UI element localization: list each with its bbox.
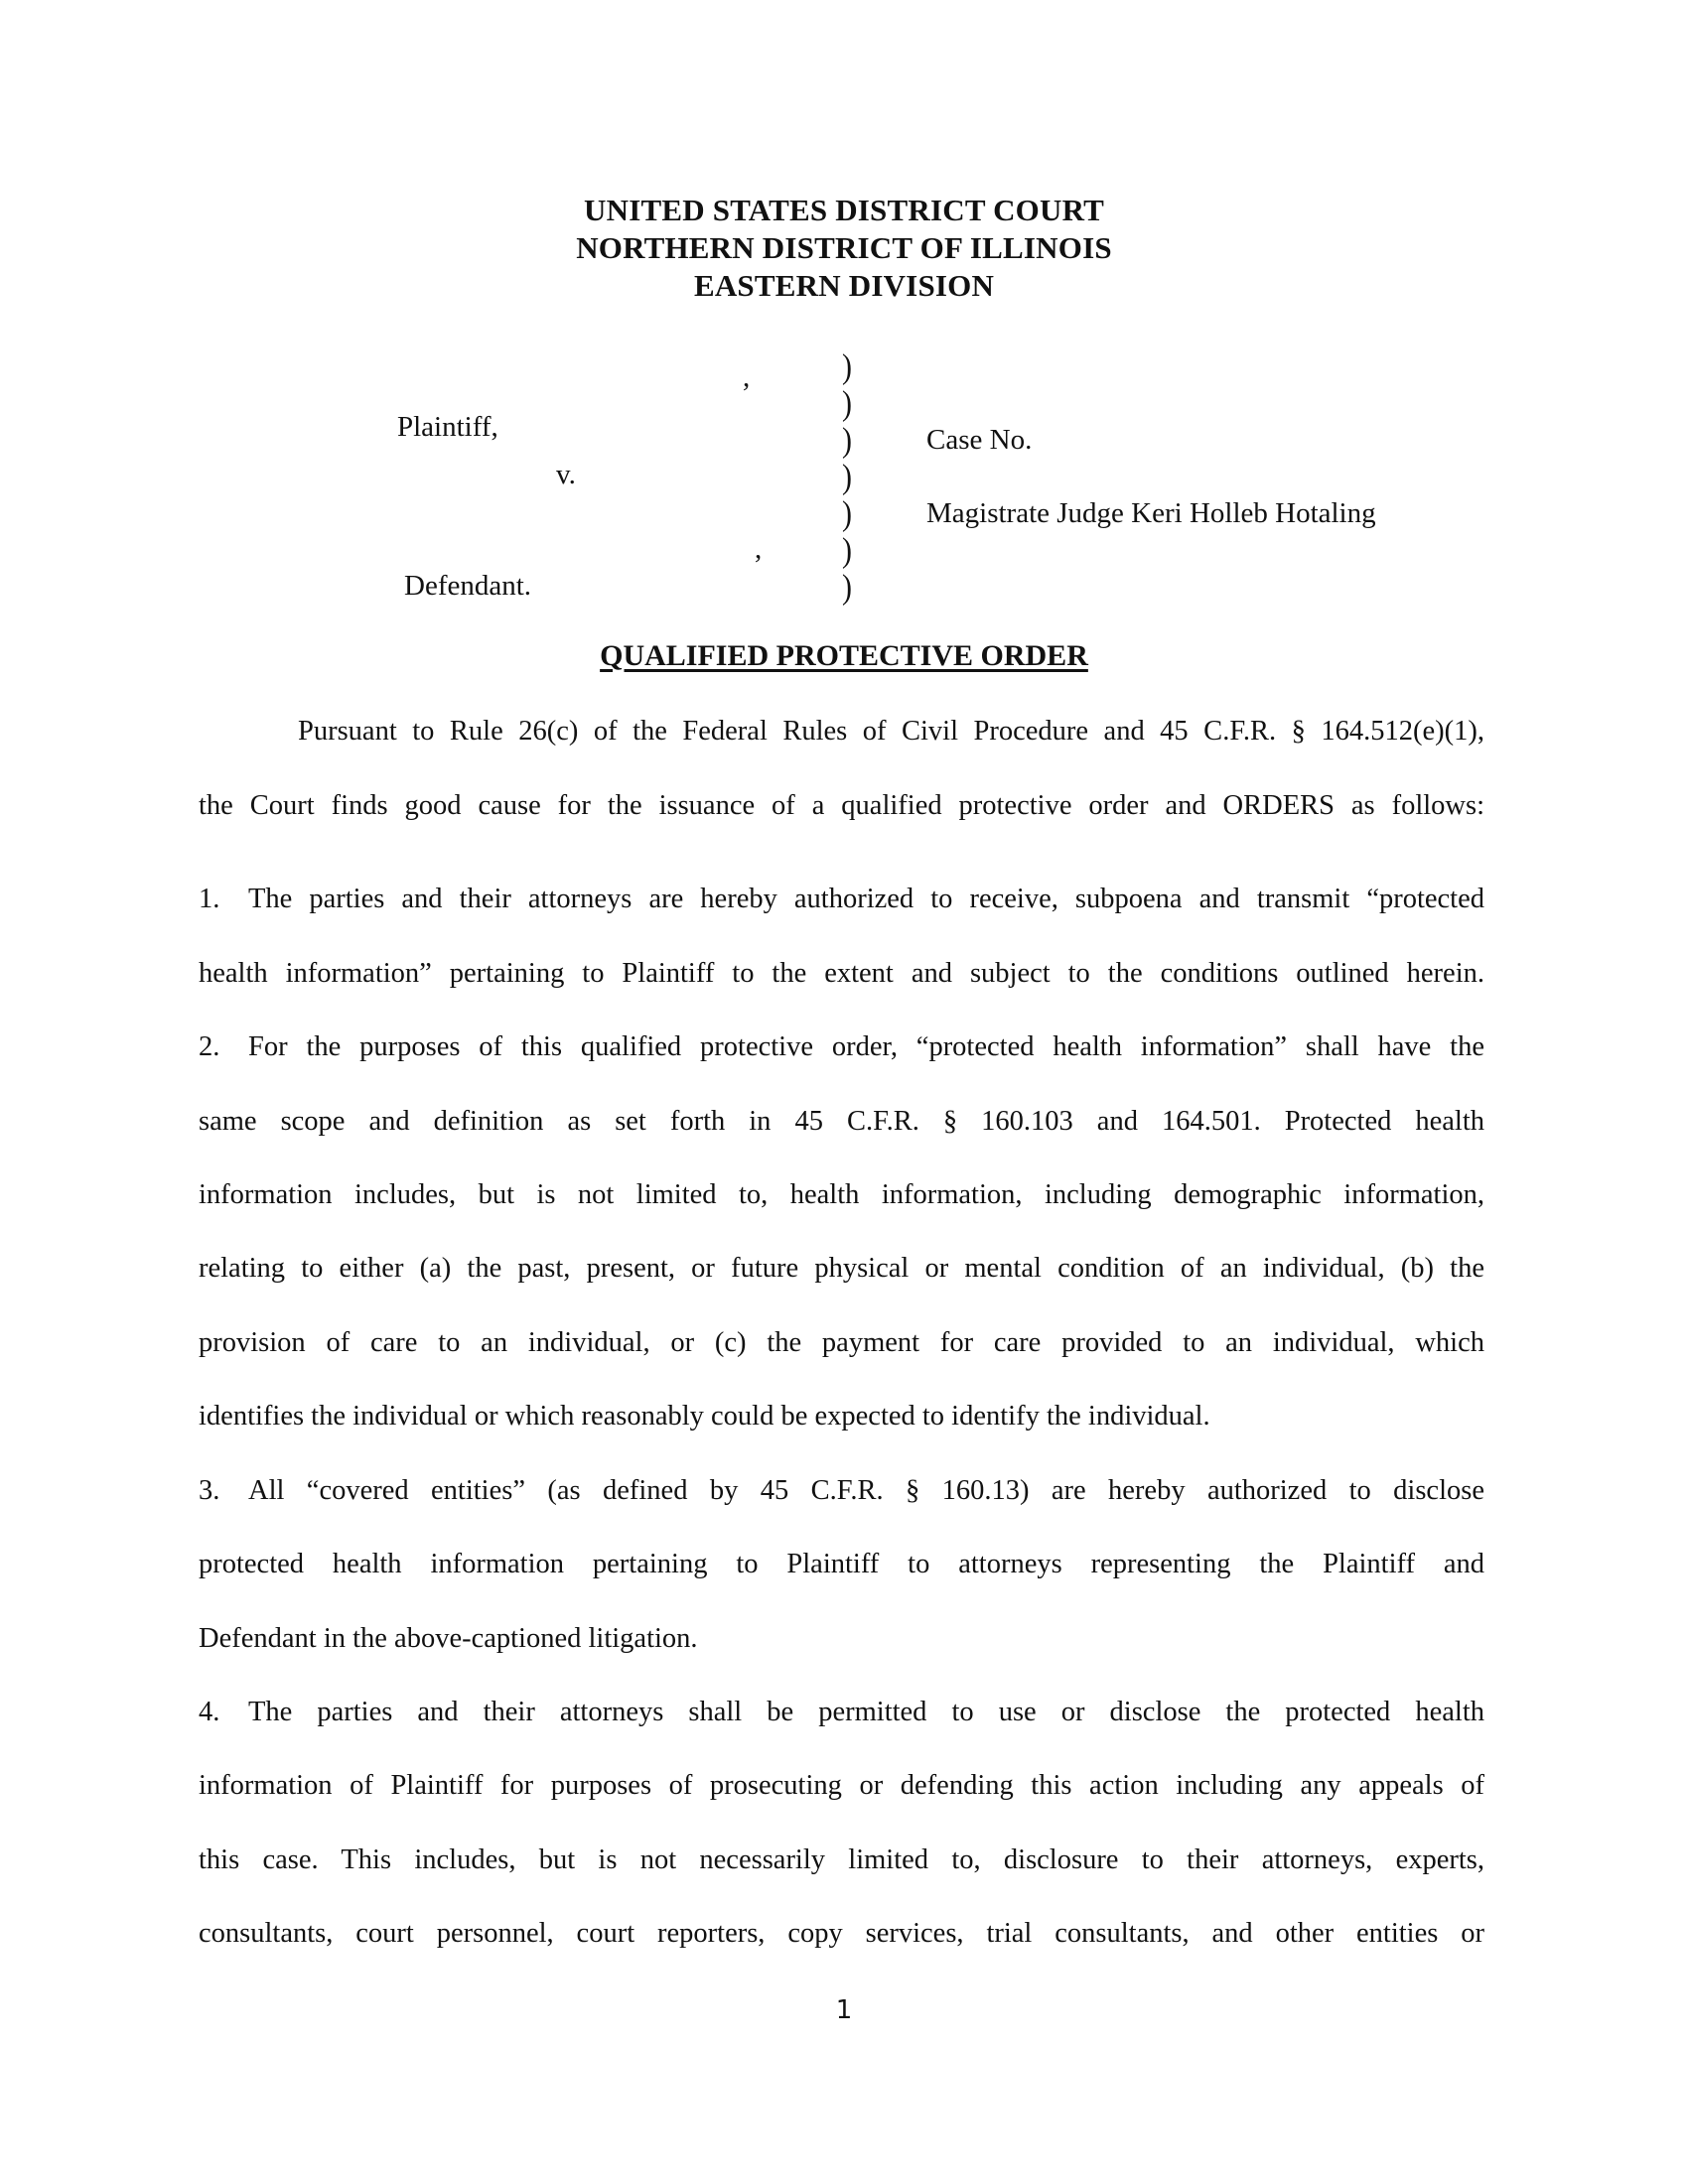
paragraph-text: All “covered entities” (as defined by 45 C.F.R. § 160.13) are hereby authorized to disclose [248, 1475, 1484, 1506]
paragraph-text: For the purposes of this qualified protective order, “protected health information” shall have the [248, 1031, 1484, 1062]
intro-line: the Court finds good cause for the issuance of a qualified protective order and ORDERS as follows: [199, 790, 1484, 821]
defendant-label: Defendant. [404, 570, 532, 602]
caption-paren: ) [842, 458, 852, 496]
paragraph-line: health information” pertaining to Plaintiff to the extent and subject to the conditions outlined herein. [199, 958, 1484, 989]
paragraph-line [199, 1695, 1484, 1730]
caption-paren: ) [842, 531, 852, 570]
caption-paren: ) [842, 494, 852, 533]
plaintiff-label: Plaintiff, [397, 411, 498, 443]
paragraph-line: information includes, but is not limited to, health information, including demographic information, [199, 1179, 1484, 1210]
court-district: NORTHERN DISTRICT OF ILLINOIS [576, 230, 1112, 265]
paragraph-line: information of Plaintiff for purposes of prosecuting or defending this action including any appeals of [199, 1770, 1484, 1801]
paragraph-number: 4. [199, 1697, 220, 1727]
judge-name: Magistrate Judge Keri Holleb Hotaling [926, 497, 1376, 529]
intro-line: Pursuant to Rule 26(c) of the Federal Rules of Civil Procedure and 45 C.F.R. § 164.512(e)(1), [298, 716, 1484, 747]
paragraph-line: provision of care to an individual, or (c) the payment for care provided to an individual, which [199, 1327, 1484, 1358]
paragraph-line [199, 1473, 1484, 1509]
caption-paren: ) [842, 568, 852, 607]
paragraph-line: relating to either (a) the past, present, or future physical or mental condition of an individual, (b) the [199, 1253, 1484, 1284]
versus-label: v. [556, 459, 576, 490]
court-header [0, 192, 1688, 305]
paragraph-line: consultants, court personnel, court reporters, copy services, trial consultants, and other entities or [199, 1918, 1484, 1949]
page-number: 1 [835, 1995, 853, 2025]
paragraph-number: 2. [199, 1031, 220, 1062]
court-name: UNITED STATES DISTRICT COURT [584, 193, 1104, 227]
paragraph-line [199, 1029, 1484, 1065]
paragraph-text: The parties and their attorneys shall be permitted to use or disclose the protected health [248, 1697, 1484, 1727]
paragraph-line: same scope and definition as set forth in 45 C.F.R. § 160.103 and 164.501. Protected health [199, 1106, 1484, 1137]
paragraph-line: protected health information pertaining to Plaintiff to attorneys representing the Plaintiff and [199, 1549, 1484, 1579]
paragraph-text: The parties and their attorneys are hereby authorized to receive, subpoena and transmit “protected [248, 884, 1484, 914]
caption-paren: ) [842, 421, 852, 460]
caption-paren: ) [842, 347, 852, 386]
caption-paren: ) [842, 384, 852, 423]
order-title: QUALIFIED PROTECTIVE ORDER [600, 639, 1088, 672]
paragraph-number: 1. [199, 884, 220, 914]
case-number-label: Case No. [926, 424, 1033, 456]
court-division: EASTERN DIVISION [693, 268, 995, 303]
paragraph-number: 3. [199, 1475, 220, 1506]
paragraph-line: identifies the individual or which reasonably could be expected to identify the individual. [199, 1401, 1210, 1432]
paragraph-line: Defendant in the above-captioned litigation. [199, 1623, 698, 1654]
defendant-name-blank: , [755, 533, 763, 565]
paragraph-line [199, 882, 1484, 917]
paragraph-line: this case. This includes, but is not necessarily limited to, disclosure to their attorneys, experts, [199, 1844, 1484, 1875]
plaintiff-name-blank: , [743, 361, 751, 393]
